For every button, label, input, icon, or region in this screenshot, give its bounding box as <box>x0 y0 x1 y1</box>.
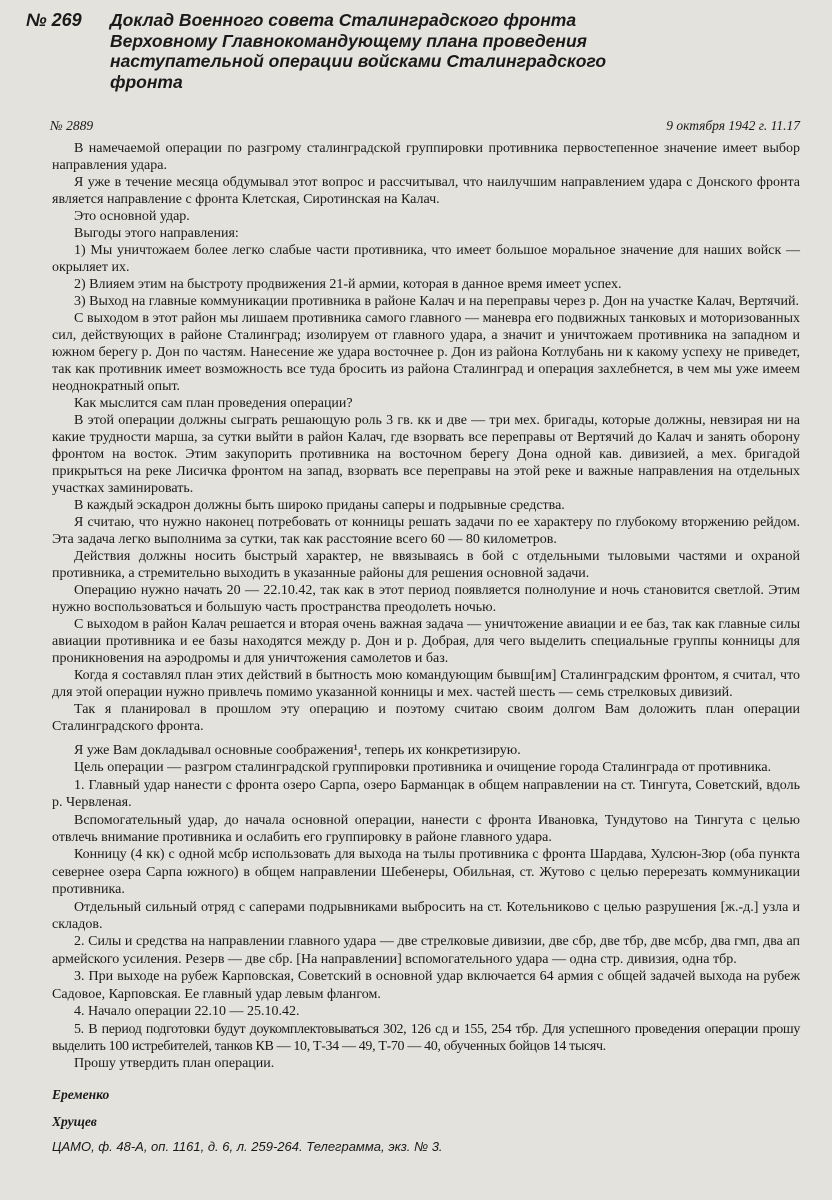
paragraph: 5. В период подготовки будут доукомплектовываться 302, 126 сд и 155, 254 тбр. Для успешного проведения операции прошу выделить 100 истребителей, танков КВ — 10, Т-34 — 49, Т-70 — 40, обученных бойцов 14 тысяч. <box>52 1021 800 1054</box>
paragraph: С выходом в район Калач решается и вторая очень важная задача — уничтожение авиации и ее баз, так как главные силы авиации противника и ее базы находятся между р. Дон и р. Добрая, для чего выделить специальные группы конницы для проникновения на аэродромы и для уничтожения самолетов и баз. <box>52 617 800 666</box>
archive-reference: ЦАМО, ф. 48-А, оп. 1161, д. 6, л. 259-264. Телеграмма, экз. № 3. <box>52 1138 443 1154</box>
document-header <box>26 10 800 92</box>
report-part-2 <box>52 742 800 1073</box>
paragraph: Операцию нужно начать 20 — 22.10.42, так как в этот период появляется полнолуние и ночь становится светлой. Этим нужно воспользоваться и большую часть пространства преодолеть ночью. <box>52 583 800 615</box>
signatory: Еременко <box>52 1086 110 1102</box>
paragraph: С выходом в этот район мы лишаем противника самого главного — маневра его подвижных танковых и моторизованных сил, действующих в районе Сталинград; изолируем от главного удара, а значит и уничтожаем противника на западном и южном берегу р. Дон по частям. Нанесение же удара восточнее р. Дон из района Котлубань ни к какому успеху не приведет, так как противник имеет возможность все туда бросить из района Сталинград и операция захлебнется, в чем мы уже имеем неоднократный опыт. <box>52 311 800 394</box>
paragraph: Действия должны носить быстрый характер, не ввязываясь в бой с отдельными тыловыми частями и охраной противника, а стремительно выходить в указанные районы для решения основной задачи. <box>52 549 800 581</box>
paragraph: 3) Выход на главные коммуникации противника в районе Калач и на переправы через р. Дон на участке Калач, Вертячий. <box>74 294 800 309</box>
paragraph: Конницу (4 кк) с одной мсбр использовать для выхода на тылы противника с фронта Шардава, Хулсюн-Зюр (оба пункта севернее озера Сарпа южного) в общем направлении Шебенеры, Обильная, ст. Жутово с целью перерезать коммуникации противника. <box>52 847 800 898</box>
paragraph: Это основной удар. <box>74 209 190 224</box>
paragraph: Вспомогательный удар, до начала основной операции, нанести с фронта Ивановка, Тундутово на Тингута с целью отвлечь внимание противника и ослабить его группировку в районе главного удара. <box>52 812 800 846</box>
document-title: Доклад Военного совета Сталинградского фронта Верховному Главнокомандующему плана проведения наступательной операции войсками Сталинградского фронта <box>110 10 607 92</box>
paragraph: Как мыслится сам план проведения операции? <box>74 396 353 411</box>
signatory: Хрущев <box>52 1113 97 1129</box>
paragraph: Я уже в течение месяца обдумывал этот вопрос и рассчитывал, что наилучшим направлением удара с Донского фронта является направление с фронта Клетская, Сиротинская на Калач. <box>52 175 800 207</box>
paragraph: В каждый эскадрон должны быть широко приданы саперы и подрывные средства. <box>74 498 565 513</box>
paragraph: Так я планировал в прошлом эту операцию и поэтому считаю своим долгом Вам доложить план операции Сталинградского фронта. <box>52 702 800 734</box>
report-part-1 <box>52 140 800 735</box>
paragraph: 2. Силы и средства на направлении главного удара — две стрелковые дивизии, две сбр, две тбр, две мсбр, два гмп, два ап армейского усиления. Резерв — две сбр. [На направлении] вспомогательного удара — одна стр. дивизия, одна тбр. <box>52 934 800 967</box>
paragraph: 1. Главный удар нанести с фронта озеро Сарпа, озеро Барманцак в общем направлении на ст. Тингута, Советский, вдоль р. Червленая. <box>52 777 800 811</box>
paragraph: Отдельный сильный отряд с саперами подрывниками выбросить на ст. Котельниково с целью разрушения [ж.-д.] узла и складов. <box>52 899 800 933</box>
paragraph: В намечаемой операции по разгрому сталинградской группировки противника первостепенное значение имеет выбор направления удара. <box>52 141 800 173</box>
paragraph: Когда я составлял план этих действий в бытность мою командующим бывш[им] Сталинградским фронтом, я считал, что для этой операции нужно привлечь помимо указанной конницы и мех. частей шесть — семь стрелковых дивизий. <box>52 668 800 700</box>
telegram-meta <box>50 117 800 134</box>
paragraph: Цель операции — разгром сталинградской группировки противника и очищение города Сталинграда от противника. <box>74 760 772 776</box>
paragraph: 3. При выходе на рубеж Карповская, Советский в основной удар включается 64 армия с общей задачей выхода на рубеж Садовое, Карповская. Ее главный удар левым флангом. <box>52 969 800 1002</box>
paragraph: 1) Мы уничтожаем более легко слабые части противника, что имеет большое моральное значение для наших войск — окрыляет их. <box>52 243 800 275</box>
paragraph: Выгоды этого направления: <box>74 226 239 241</box>
signatures <box>52 1085 800 1132</box>
telegram-number: № 2889 <box>50 118 94 133</box>
telegram-date: 9 октября 1942 г. 11.17 <box>666 118 800 133</box>
paragraph: В этой операции должны сыграть решающую роль 3 гв. кк и две — три мех. бригады, которые должны, невзирая ни на какие трудности марша, за сутки выйти в район Калач, где взорвать все переправы от Вертячий до Калач и занять оборону фронтом на восток. Этим закупорить противника на восточном берегу Дона одной кав. дивизией, а мех. бригадой прикрыться на реке Лисичка фронтом на запад, взорвать все переправы на этой реке и важные направления на отдельных участках заминировать. <box>52 413 800 496</box>
paragraph: Я уже Вам докладывал основные соображения¹, теперь их конкретизирую. <box>74 743 521 758</box>
paragraph: 2) Влияем этим на быстроту продвижения 21-й армии, которая в данное время имеет успех. <box>74 277 622 292</box>
paragraph: 4. Начало операции 22.10 — 25.10.42. <box>74 1004 300 1020</box>
document-number: № 269 <box>26 10 82 30</box>
paragraph: Я считаю, что нужно наконец потребовать от конницы решать задачи по ее характеру по глубокому вторжению рейдом. Эта задача легко выполнима за сутки, так как расстояние всего 60 — 80 километров. <box>52 515 800 547</box>
paragraph: Прошу утвердить план операции. <box>74 1056 275 1072</box>
